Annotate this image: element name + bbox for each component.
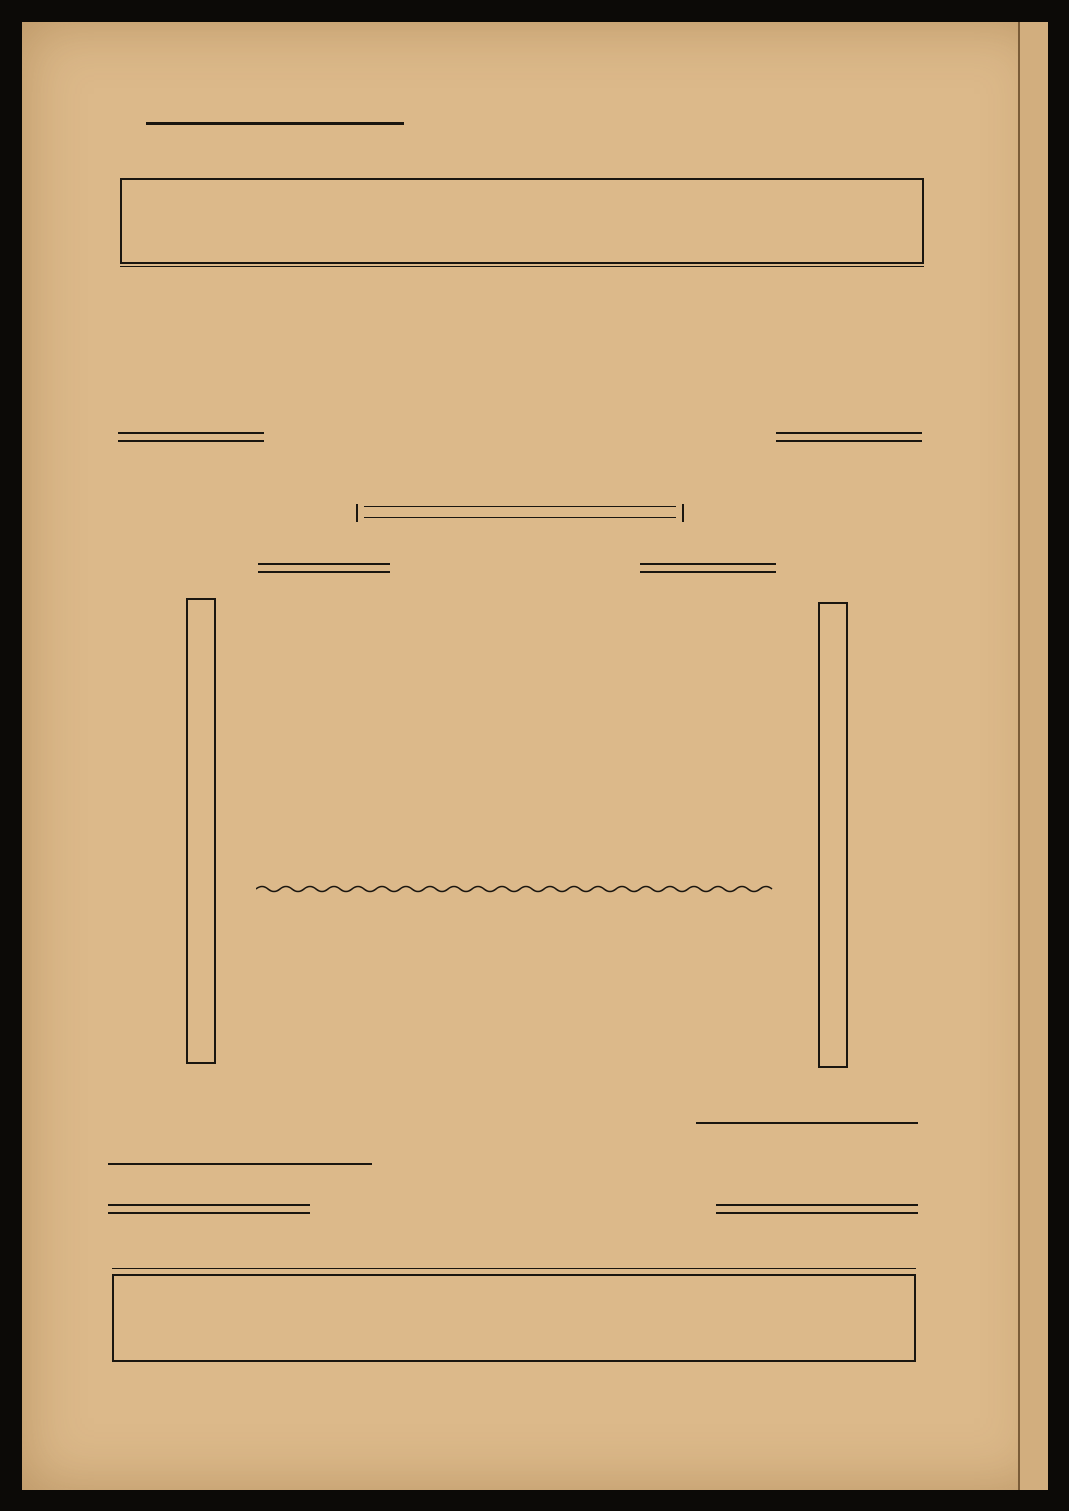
address-right-rule <box>776 432 922 442</box>
allugam-left-rule <box>258 563 390 573</box>
bottom-ornament-rule <box>112 1268 916 1269</box>
station-left-rule <box>108 1204 310 1214</box>
villa-rule <box>108 1163 372 1165</box>
running-header <box>98 94 106 120</box>
allugam-right-rule <box>640 563 776 573</box>
top-flower-border <box>124 182 918 258</box>
povoa-rule <box>696 1122 918 1124</box>
address-left-rule <box>118 432 264 442</box>
station-right-rule <box>716 1204 918 1214</box>
header-rule <box>146 122 404 125</box>
top-ornament-rule <box>120 266 924 267</box>
next-page-edge <box>1018 22 1048 1490</box>
right-vertical-bar <box>818 602 848 1068</box>
bottom-flower-border <box>116 1280 910 1356</box>
telephone-ornament-box <box>356 504 684 522</box>
wavy-separator <box>256 884 776 894</box>
left-vertical-bar <box>186 598 216 1064</box>
